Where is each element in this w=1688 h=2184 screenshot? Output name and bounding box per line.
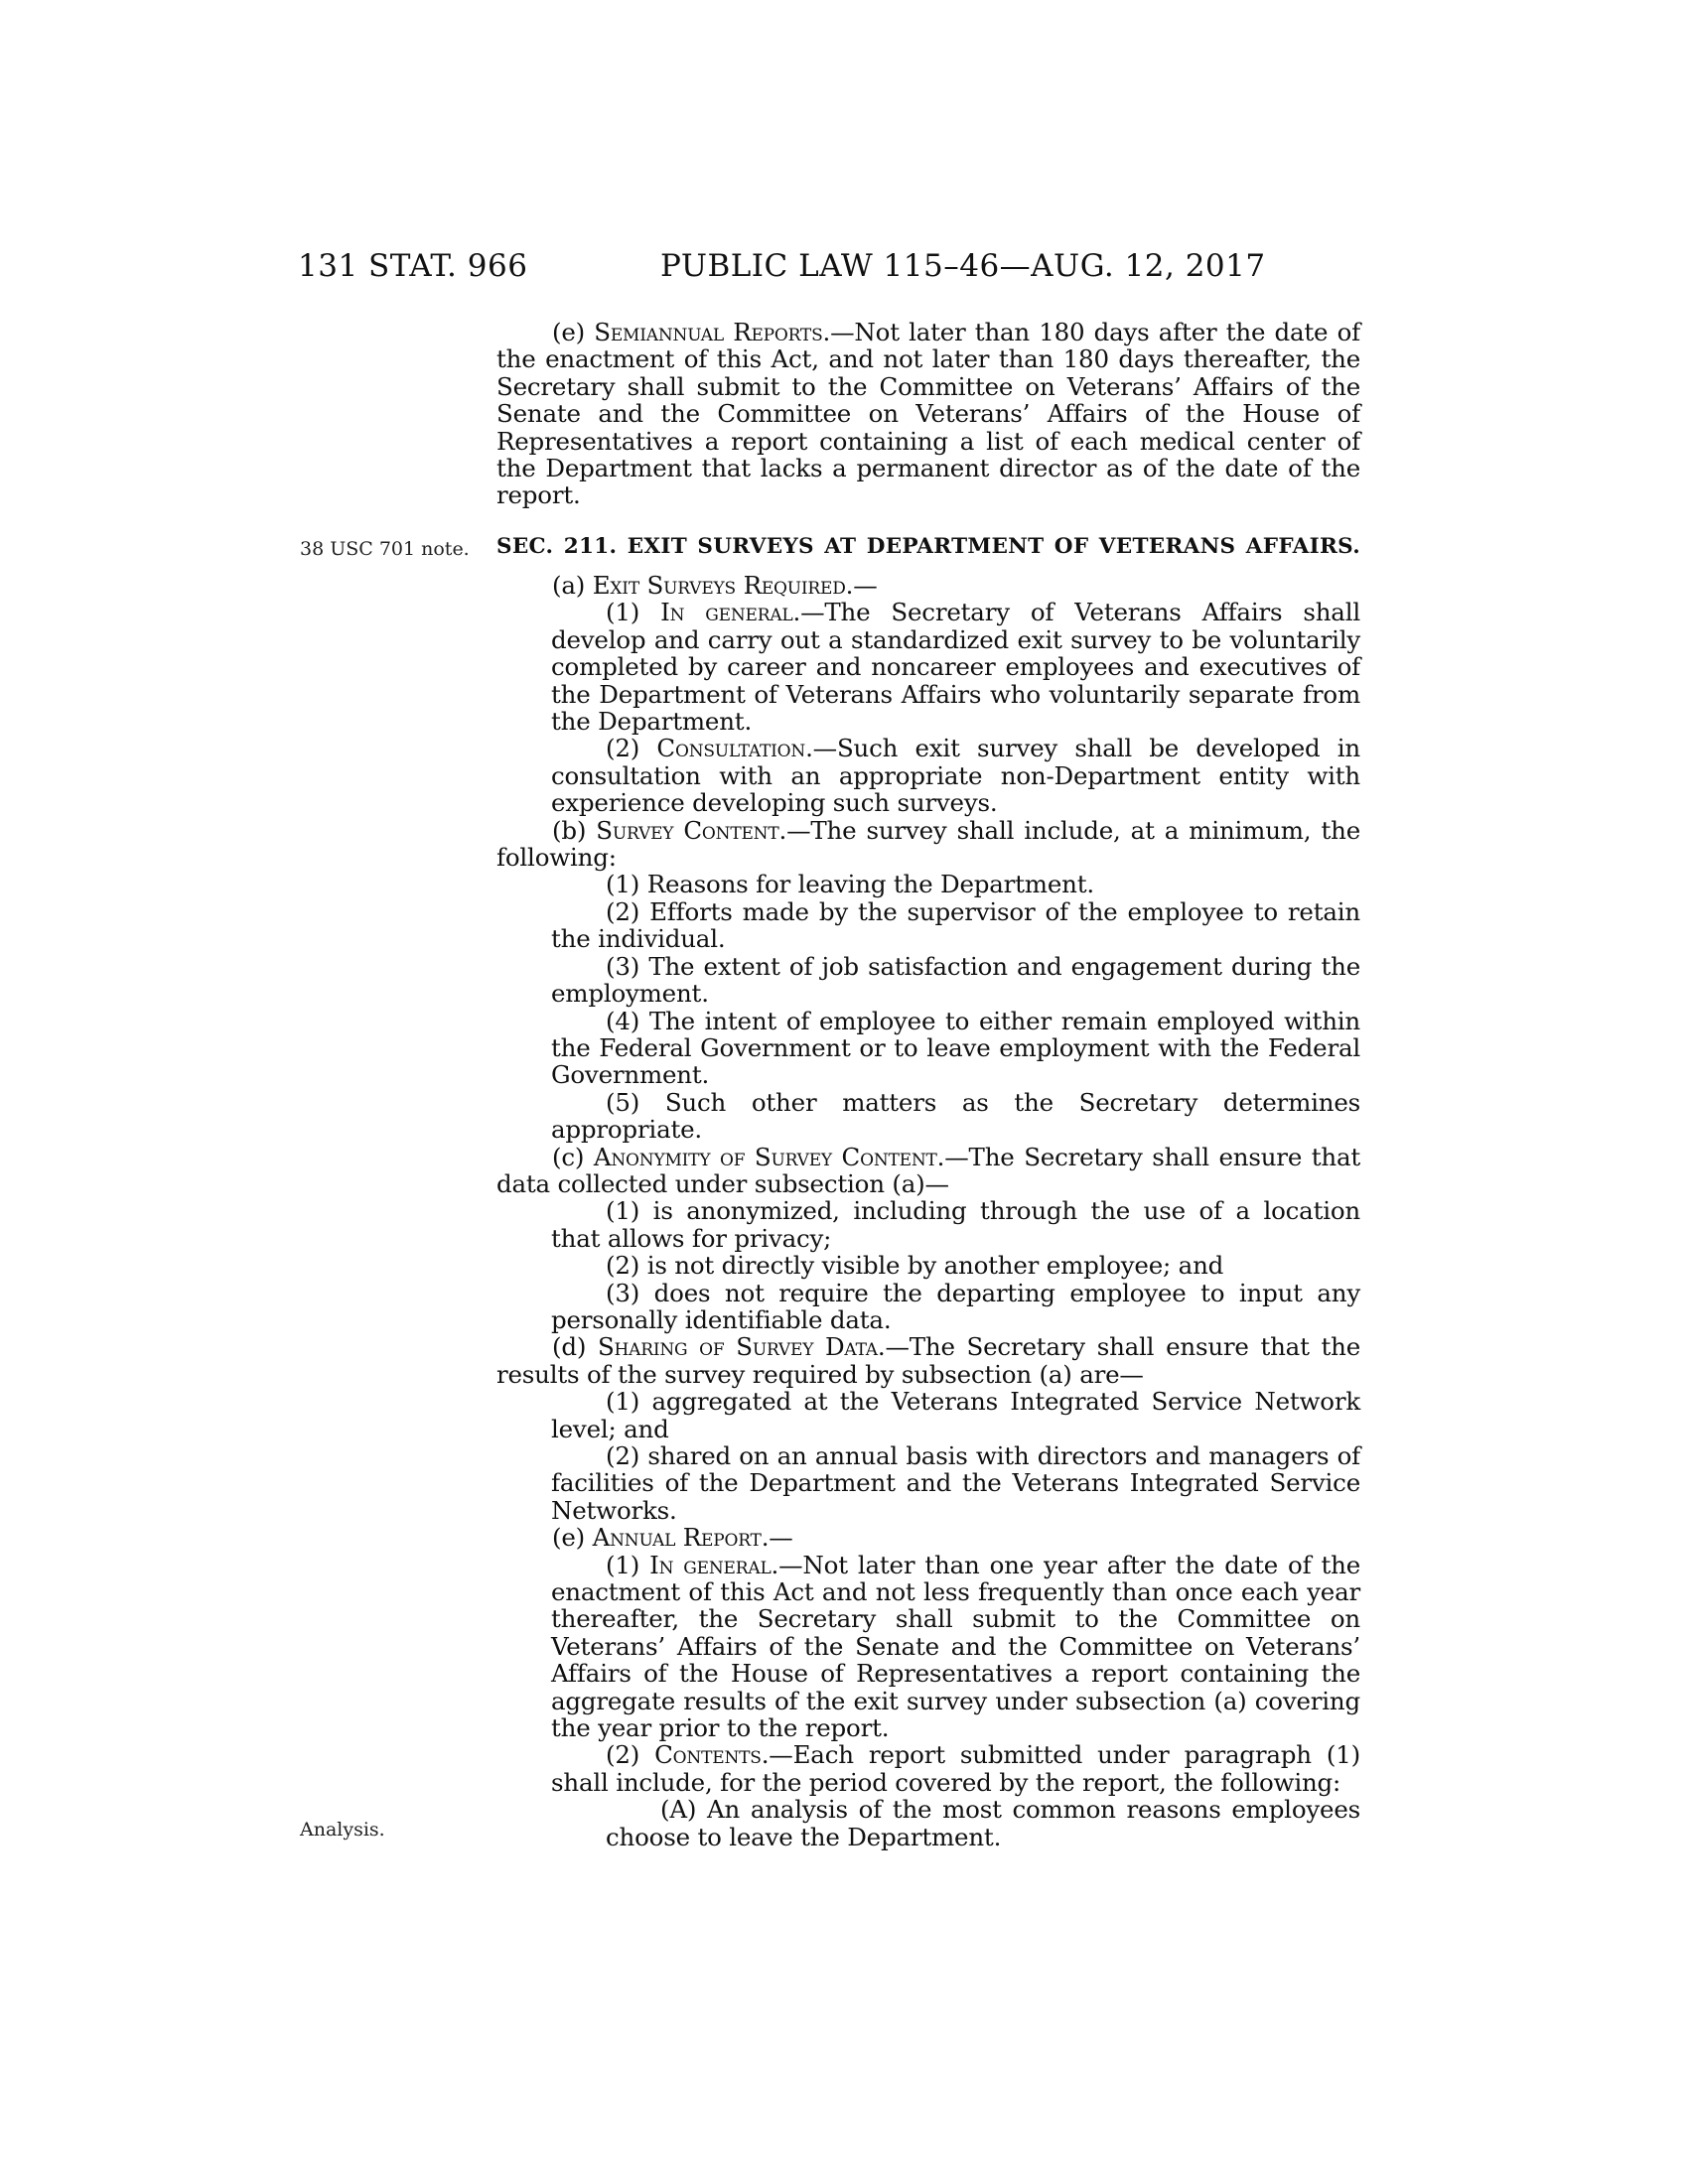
list-item: (3) The extent of job satisfaction and engagement during the employment.: [551, 951, 1360, 1009]
section-211-body: [496, 572, 1360, 1850]
subsection-a-heading: (a) Exit Surveys Required.—: [552, 571, 878, 600]
subsection-b: (b) Survey Content.—The survey shall include, at a minimum, the following:: [496, 815, 1360, 873]
margin-note-usc: 38 USC 701 note.: [300, 538, 470, 560]
subsection-heading: Semiannual Reports: [594, 318, 823, 346]
subsection-label: (e): [552, 318, 595, 346]
subsection-d: (d) Sharing of Survey Data.—The Secretary shall ensure that the results of the survey required by subsection (a) are—: [496, 1332, 1360, 1389]
list-item: (2) Efforts made by the supervisor of the employee to retain the individual.: [551, 896, 1360, 954]
paragraph-a1: (1) In general.—The Secretary of Veterans Affairs shall develop and carry out a standardized exit survey to be voluntarily completed by career and noncareer employees and executives of the Department of Veterans Affairs who voluntarily separate from the Department.: [551, 598, 1360, 737]
list-item: (2) shared on an annual basis with directors and managers of facilities of the Department and the Veterans Integrated Service Networks.: [551, 1441, 1360, 1525]
list-item: (4) The intent of employee to either remain employed within the Federal Government or to leave employment with the Federal Government.: [551, 1006, 1360, 1090]
margin-note-analysis: Analysis.: [300, 1819, 385, 1841]
subsection-c: (c) Anonymity of Survey Content.—The Secretary shall ensure that data collected under subsection (a)—: [496, 1142, 1361, 1198]
paragraph-e2: (2) Contents.—Each report submitted under paragraph (1) shall include, for the period covered by the report, the following:: [551, 1740, 1360, 1797]
list-item: (1) is anonymized, including through the use of a location that allows for privacy;: [551, 1196, 1360, 1253]
list-item: (2) is not directly visible by another employee; and: [606, 1251, 1224, 1281]
list-item: (3) does not require the departing employee to input any personally identifiable data.: [551, 1278, 1360, 1334]
section-heading: SEC. 211. EXIT SURVEYS AT DEPARTMENT OF VETERANS AFFAIRS.: [496, 534, 1360, 559]
stat-citation: 131 STAT. 966: [298, 248, 528, 284]
subsection-e-heading: (e) Annual Report.—: [552, 1523, 793, 1553]
paragraph-a2: (2) Consultation.—Such exit survey shall be developed in consultation with an appropriate non-Department entity with experience developing such surveys.: [551, 734, 1360, 818]
list-item: (5) Such other matters as the Secretary determines appropriate.: [551, 1087, 1360, 1145]
list-item: (1) aggregated at the Veterans Integrated Service Network level; and: [551, 1387, 1360, 1443]
subsection-text: .—Not later than 180 days after the date of the enactment of this Act, and not later than 180 days thereafter, the Secretary shall submit to the Committee on Veterans’ Affairs of the Senate and the Committee on Veterans’ Affairs of the House of Representatives a report containing a list of each medical center of the Department that lacks a permanent director as of the date of the report.: [496, 318, 1360, 510]
paragraph-e1: (1) In general.—Not later than one year after the date of the enactment of this Act and not less frequently than once each year thereafter, the Secretary shall submit to the Committee on Veterans’ Affairs of the Senate and the Committee on Veterans’ Affairs of the House of Representatives a report containing the aggregate results of the exit survey under subsection (a) covering the year prior to the report.: [551, 1550, 1360, 1743]
subparagraph-A: (A) An analysis of the most common reasons employees choose to leave the Department.: [606, 1795, 1360, 1851]
running-header: PUBLIC LAW 115–46—AUG. 12, 2017: [660, 248, 1266, 284]
list-item: (1) Reasons for leaving the Department.: [606, 870, 1094, 899]
semiannual-reports-paragraph: [496, 319, 1360, 509]
